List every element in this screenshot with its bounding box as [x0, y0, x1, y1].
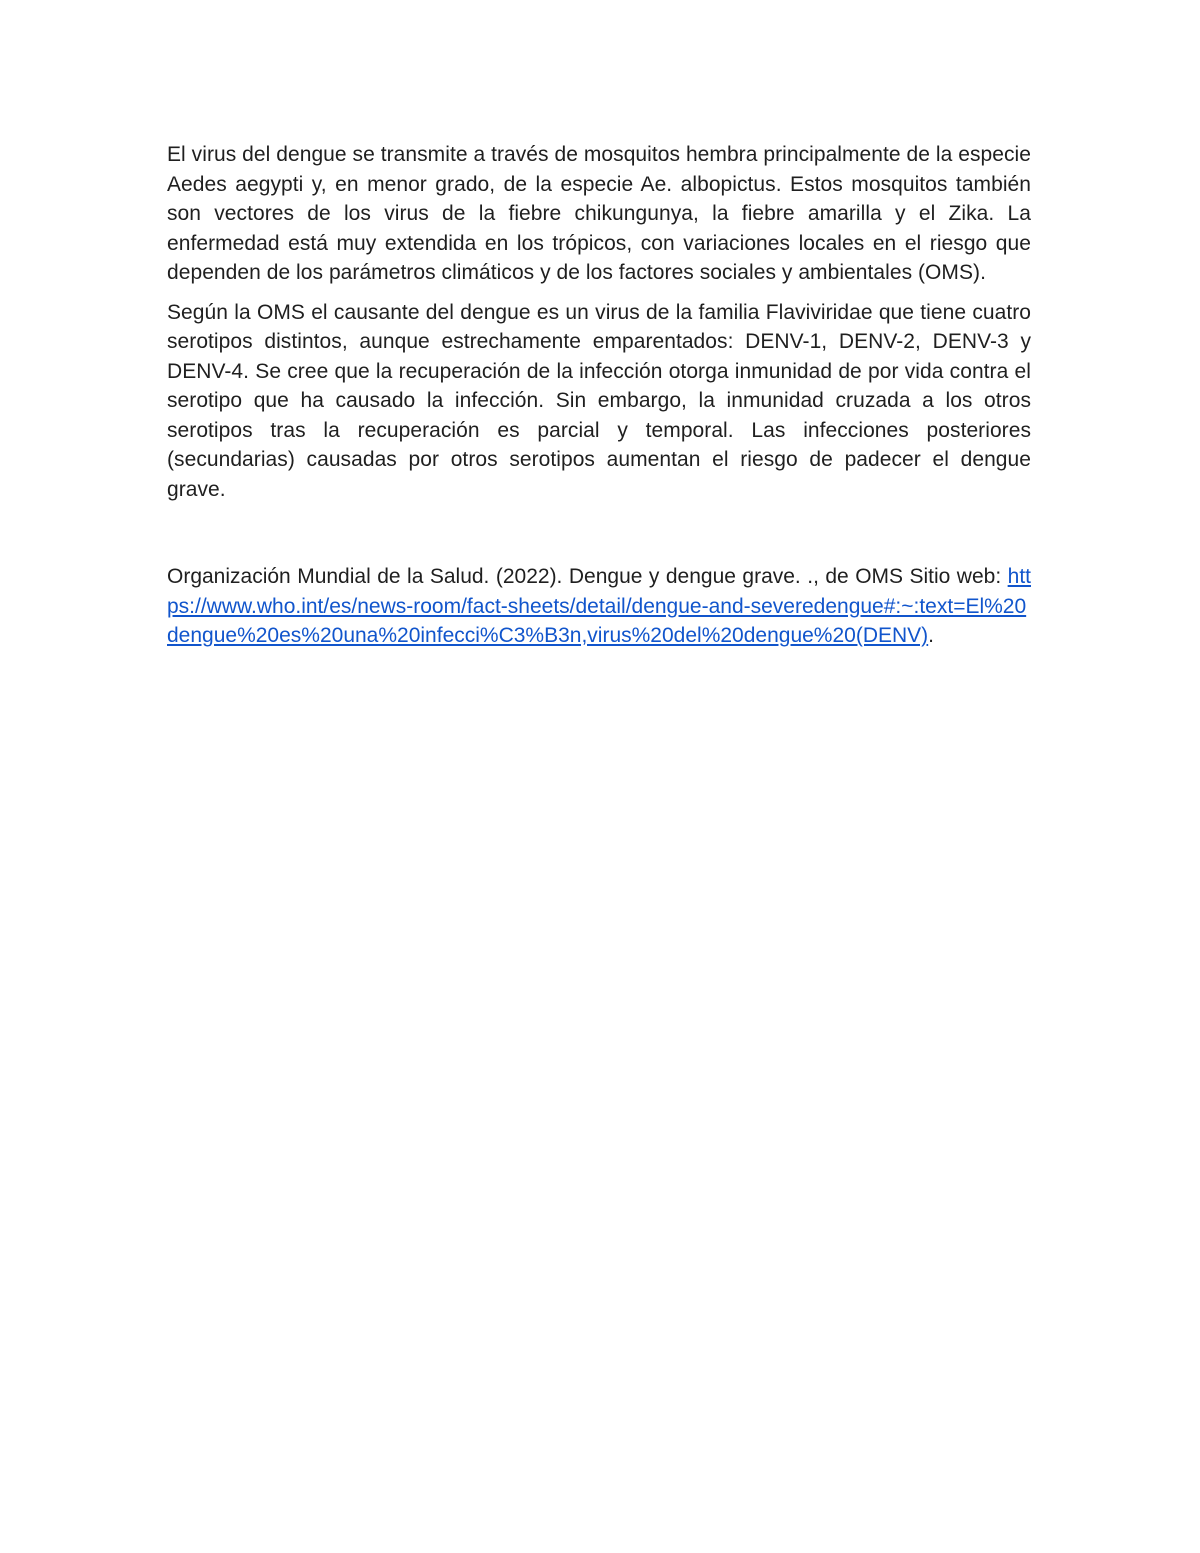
- paragraph-serotypes: Según la OMS el causante del dengue es un virus de la familia Flaviviridae que tiene cuatro serotipos distintos, aunque estrechamente emparentados: DENV-1, DENV-2, DENV-3 y DENV-4. Se cree que la recuperación de la infección otorga inmunidad de por vida contra el serotipo que ha causado la infección. Sin embargo, la inmunidad cruzada a los otros serotipos tras la recuperación es parcial y temporal. Las infecciones posteriores (secundarias) causadas por otros serotipos aumentan el riesgo de padecer el dengue grave.: [167, 300, 1031, 501]
- paragraph-transmission: El virus del dengue se transmite a través de mosquitos hembra principalmente de la especie Aedes aegypti y, en menor grado, de la especie Ae. albopictus. Estos mosquitos también son vectores de los virus de la fiebre chikungunya, la fiebre amarilla y el Zika. La enfermedad está muy extendida en los trópicos, con variaciones locales en el riesgo que dependen de los parámetros climáticos y de los factores sociales y ambientales (OMS).: [167, 143, 1031, 284]
- citation-text: Organización Mundial de la Salud. (2022). Dengue y dengue grave. ., de OMS Sitio web:: [167, 565, 1008, 588]
- blank-space: [167, 504, 1031, 562]
- citation-period: .: [928, 624, 935, 647]
- document-body: [167, 140, 1031, 651]
- citation-reference: [167, 562, 1031, 651]
- citation-link[interactable]: https://www.who.int/es/news-room/fact-sheets/detail/dengue-and-severedengue#:~:text=El%20dengue%20es%20una%20infecci%C3%B3n,virus%20del%20dengue%20(DENV): [167, 565, 1031, 647]
